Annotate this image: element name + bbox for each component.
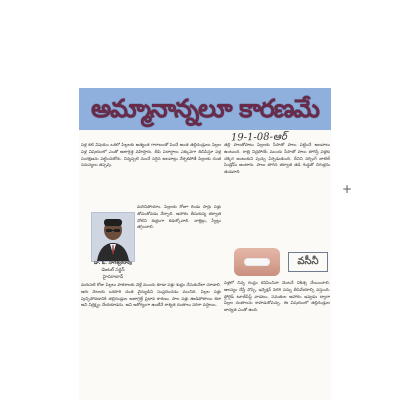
teeth-shape (244, 258, 270, 266)
smile-image-strip (234, 248, 330, 276)
article-text-left-bottom: మరుసటి రోజు పిల్లలు పాఠశాలకు వెళ్లే ముందు కూడా పళ్లు శుభ్రం చేసుకునేలా చూడాలి. ఆరు నెలలకు ఒకసారి దంత వైద్యుడిని సంప్రదించడం మంచిది. పిల్లల పళ్లు పుచ్చిపోవడానికి తల్లిదండ్రుల అజాగ్రత్తే ప్రధాన కారణం. పాల పళ్లు ఊడిపోతాయి కదా అని నిర్లక్ష్యం చేయకూడదు. అవి ఆరోగ్యంగా ఉంటేనే శాశ్వత దంతాలు సరిగా వస్తాయి. (81, 282, 221, 308)
article-text-left-top: పళ్ల కటి విషయం ఒకలో పిల్లలకు అత్యంత గారాబంతో పెంచే అంత తల్లిదండ్రులు పిల్లల పళ్ల విషయంలో ఎంతో అజాగ్రత్త వహిస్తారు. తీపి పదార్థాలు ఎక్కువగా తినిపిస్తూ పళ్ల సంరక్షణను పట్టించుకోరు. చిన్నప్పటి నుంచే సరైన అలవాట్లు నేర్పకపోతే పిల్లలకు దంత సమస్యలు తప్పవు. (81, 142, 221, 168)
section-label: వసీనీ (297, 256, 319, 267)
author-photo (91, 212, 135, 262)
plus-icon: + (342, 182, 353, 196)
author-title: డెంటల్ సర్జన్ (101, 268, 125, 273)
article-text-left-side: మరిచిపోయాం. పిల్లలకు రోజూ రెండు సార్లు పళ్లు తోముకోవడం నేర్పాలి. ఆహారం తీసుకున్న తర్వాత నోటిని శుభ్రంగా కడుక్కోవాలి. చాక్లెట్లు, స్వీట్లు తగ్గించాలి. (137, 204, 221, 230)
newspaper-clipping (79, 88, 331, 400)
article-text-right-bottom: పళ్లలో చిన్న రంధ్రం కనిపించినా వెంటనే చికిత్స చేయించాలి. ఆలస్యం చేస్తే నొప్పి, ఇన్ఫెక్షన్ పెరిగి పన్ను తీసివేయాల్సి వస్తుంది. ఫ్లోరైడ్ టూత్‌పేస్ట్ వాడటం, సమతుల ఆహారం ఇవ్వడం ద్వారా పిల్లల దంతాలను కాపాడుకోవచ్చు. ఈ విషయంలో తల్లిదండ్రుల బాధ్యత ఎంతో ఉంది. (224, 280, 330, 313)
article-text-right-top: తల్లి పాలతోపాటు పిల్లలకు సీసాతో పాలు పట్టించే అలవాటు ఉంటుంది. రాత్రి నిద్రపోయే ముందు సీసాతో పాలు తాగిస్తే పళ్లకు చక్కెర అంటుకుని పుచ్చు ఏర్పడుతుంది. దీనిని నర్సింగ్ బాటిల్ సిండ్రోమ్ అంటారు. పాలు తాగిన తర్వాత తడి గుడ్డతో చిగుళ్లను తుడవాలి. (224, 142, 330, 175)
smile-image (234, 248, 280, 276)
author-city: హైదరాబాద్ (102, 275, 124, 280)
handwritten-date: 19-1-08-ఆర్ (230, 131, 287, 144)
section-label-box (288, 252, 328, 272)
right-column (224, 142, 330, 400)
author-caption (89, 260, 137, 281)
author-name: డా. ఓ. నాగేశ్వరరావు (93, 261, 133, 266)
headline: అమ్మానాన్నలూ కారణమే (91, 94, 319, 123)
headline-band (79, 88, 331, 130)
portrait-image (92, 213, 134, 261)
left-column (81, 142, 221, 400)
